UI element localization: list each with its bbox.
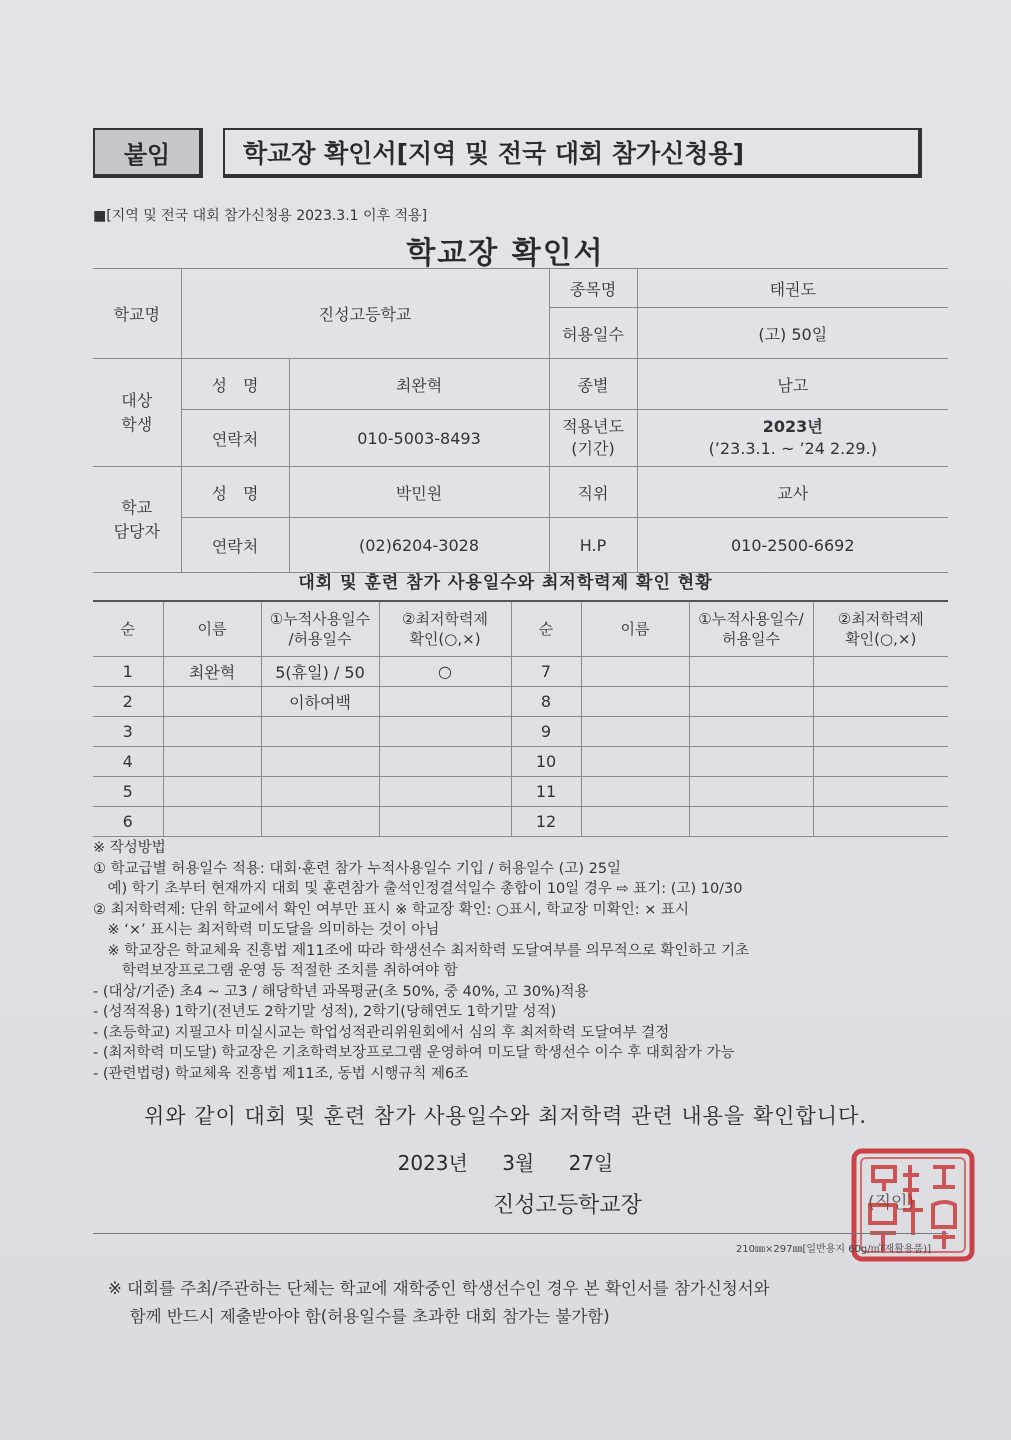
student-group-label: 대상 학생	[93, 359, 181, 467]
row-check	[379, 717, 511, 747]
col-check-right-line2: 확인(○,×)	[845, 630, 917, 648]
row-check-right	[813, 717, 948, 747]
row-name-right	[581, 777, 689, 807]
divider	[93, 1233, 948, 1234]
student-name-label: 성 명	[181, 359, 289, 410]
allowed-days-value: (고) 50일	[637, 308, 948, 359]
col-check-right	[813, 601, 948, 657]
row-no: 5	[93, 777, 163, 807]
header-title: 학교장 확인서[지역 및 전국 대회 참가신청용]	[223, 128, 922, 178]
seal-mark: (직인)	[868, 1193, 915, 1213]
row-days	[261, 717, 379, 747]
footer-note	[108, 1275, 938, 1331]
row-days-right	[689, 687, 813, 717]
row-check-right	[813, 747, 948, 777]
hp-label: H.P	[549, 518, 637, 573]
instructions	[93, 838, 963, 1084]
usage-header-row	[93, 601, 948, 657]
gender-label: 종별	[549, 359, 637, 410]
date-day: 27일	[568, 1151, 614, 1175]
year-period: (’23.3.1. ~ ’24 2.29.)	[708, 439, 877, 458]
student-contact-value: 010-5003-8493	[289, 410, 549, 467]
row-days-right	[689, 717, 813, 747]
col-check	[379, 601, 511, 657]
note-line: 학력보장프로그램 운영 등 적절한 조치를 취하여야 함	[93, 963, 458, 979]
col-days-right	[689, 601, 813, 657]
table-row	[93, 657, 948, 687]
date-year: 2023년	[397, 1151, 468, 1175]
school-value: 진성고등학교	[181, 269, 549, 359]
school-label: 학교명	[93, 269, 181, 359]
note-line: - (대상/기준) 초4 ~ 고3 / 해당학년 과목평균(초 50%, 중 40%, 고 30%)적용	[93, 983, 589, 1000]
table-row	[93, 807, 948, 837]
row-check	[379, 807, 511, 837]
row-check	[379, 747, 511, 777]
usage-section-title: 대회 및 훈련 참가 사용일수와 최저학력제 확인 현황	[298, 573, 713, 593]
note-line: - (최저학력 미도달) 학교장은 기초학력보장프로그램 운영하여 미도달 학생선수 이수 후 대회참가 가능	[93, 1045, 735, 1061]
usage-table	[93, 600, 948, 837]
row-name	[163, 777, 261, 807]
row-no-right: 7	[511, 657, 581, 687]
applicability-line: ■[지역 및 전국 대회 참가신청용 2023.3.1 이후 적용]	[93, 208, 428, 224]
row-name-right	[581, 657, 689, 687]
row-no: 1	[93, 657, 163, 687]
col-days-line2: /허용일수	[288, 630, 352, 648]
row-name-right	[581, 807, 689, 837]
staff-contact-label: 연락처	[181, 518, 289, 573]
row-name	[163, 687, 261, 717]
sport-value: 태권도	[637, 269, 948, 308]
attachment-tag: 붙임	[93, 128, 203, 178]
row-no-right: 9	[511, 717, 581, 747]
year-value: 2023년	[762, 417, 823, 436]
confirmation-statement: 위와 같이 대회 및 훈련 참가 사용일수와 최저학력 관련 내용을 확인합니다.	[143, 1104, 867, 1128]
allowed-days-label: 허용일수	[549, 308, 637, 359]
row-days	[261, 747, 379, 777]
row-name-right	[581, 687, 689, 717]
note-line: ※ ‘×’ 표시는 최저학력 미도달을 의미하는 것이 아님	[93, 922, 440, 938]
row-days	[261, 777, 379, 807]
row-no: 3	[93, 717, 163, 747]
row-name	[163, 807, 261, 837]
col-check-line1: ②최저학력제	[402, 609, 488, 628]
row-no: 6	[93, 807, 163, 837]
sport-label: 종목명	[549, 269, 637, 308]
col-no: 순	[93, 601, 163, 657]
footer-line: 함께 반드시 제출받아야 함(허용일수를 초과한 대회 참가는 불가함)	[108, 1307, 610, 1326]
row-name-right	[581, 747, 689, 777]
row-no-right: 11	[511, 777, 581, 807]
gender-value: 남고	[637, 359, 948, 410]
staff-name-label: 성 명	[181, 467, 289, 518]
note-line: ※ 작성방법	[93, 840, 166, 856]
row-no-right: 10	[511, 747, 581, 777]
table-row	[93, 717, 948, 747]
date-month: 3월	[502, 1151, 535, 1175]
row-name-right	[581, 717, 689, 747]
row-check-right	[813, 687, 948, 717]
row-name	[163, 717, 261, 747]
col-name-right: 이름	[581, 601, 689, 657]
row-no-right: 12	[511, 807, 581, 837]
year-label: 적용년도 (기간)	[549, 410, 637, 467]
row-check	[379, 687, 511, 717]
col-days-right-line2: 허용일수	[722, 630, 780, 648]
footer-line: ※ 대회를 주최/주관하는 단체는 학교에 재학중인 학생선수인 경우 본 확인서를 참가신청서와	[108, 1279, 770, 1298]
row-no-right: 8	[511, 687, 581, 717]
row-name	[163, 747, 261, 777]
col-days	[261, 601, 379, 657]
table-row	[93, 747, 948, 777]
note-line: - (초등학교) 지필고사 미실시교는 학업성적관리위원회에서 심의 후 최저학력 도달여부 결정	[93, 1024, 670, 1041]
row-check	[379, 777, 511, 807]
row-days: 이하여백	[261, 687, 379, 717]
staff-name-value: 박민원	[289, 467, 549, 518]
position-value: 교사	[637, 467, 948, 518]
col-days-line1: ①누적사용일수	[269, 609, 371, 628]
row-days-right	[689, 657, 813, 687]
row-days-right	[689, 807, 813, 837]
col-no-right: 순	[511, 601, 581, 657]
row-check-right	[813, 807, 948, 837]
row-no: 2	[93, 687, 163, 717]
note-line: 예) 학기 초부터 현재까지 대회 및 훈련참가 출석인정결석일수 총합이 10일 경우 ⇨ 표기: (고) 10/30	[93, 881, 743, 897]
row-no: 4	[93, 747, 163, 777]
info-table	[93, 268, 948, 573]
col-check-line2: 확인(○,×)	[409, 630, 481, 648]
note-line: - (관련법령) 학교체육 진흥법 제11조, 동법 시행규칙 제6조	[93, 1065, 469, 1082]
row-days: 5(휴일) / 50	[261, 657, 379, 687]
row-days-right	[689, 777, 813, 807]
row-check-right	[813, 657, 948, 687]
row-days-right	[689, 747, 813, 777]
year-cell	[637, 410, 948, 467]
document-title: 학교장 확인서	[406, 236, 605, 271]
table-row	[93, 687, 948, 717]
hp-value: 010-2500-6692	[637, 518, 948, 573]
col-check-right-line1: ②최저학력제	[837, 609, 924, 628]
col-days-right-line1: ①누적사용일수/	[698, 609, 804, 628]
staff-group-label: 학교 담당자	[93, 467, 181, 573]
row-check-right	[813, 777, 948, 807]
note-line: ① 학교급별 허용일수 적용: 대회·훈련 참가 누적사용일수 기입 / 허용일수 (고) 25일	[93, 860, 622, 877]
note-line: - (성적적용) 1학기(전년도 2학기말 성적), 2학기(당해연도 1학기말 성적)	[93, 1004, 557, 1020]
note-line: ※ 학교장은 학교체육 진흥법 제11조에 따라 학생선수 최저학력 도달여부를 의무적으로 확인하고 기초	[93, 942, 750, 959]
principal-signature: 진성고등학교장	[493, 1193, 642, 1218]
table-row	[93, 777, 948, 807]
note-line: ② 최저학력제: 단위 학교에서 확인 여부만 표시 ※ 학교장 확인: ○표시, 학교장 미확인: × 표시	[93, 901, 689, 918]
staff-contact-value: (02)6204-3028	[289, 518, 549, 573]
student-name-value: 최완혁	[289, 359, 549, 410]
row-check: ○	[379, 657, 511, 687]
student-contact-label: 연락처	[181, 410, 289, 467]
row-name: 최완혁	[163, 657, 261, 687]
col-name: 이름	[163, 601, 261, 657]
row-days	[261, 807, 379, 837]
position-label: 직위	[549, 467, 637, 518]
paper-spec: 210㎜×297㎜[일반용지 60g/㎡(재활용품)]	[735, 1244, 931, 1255]
